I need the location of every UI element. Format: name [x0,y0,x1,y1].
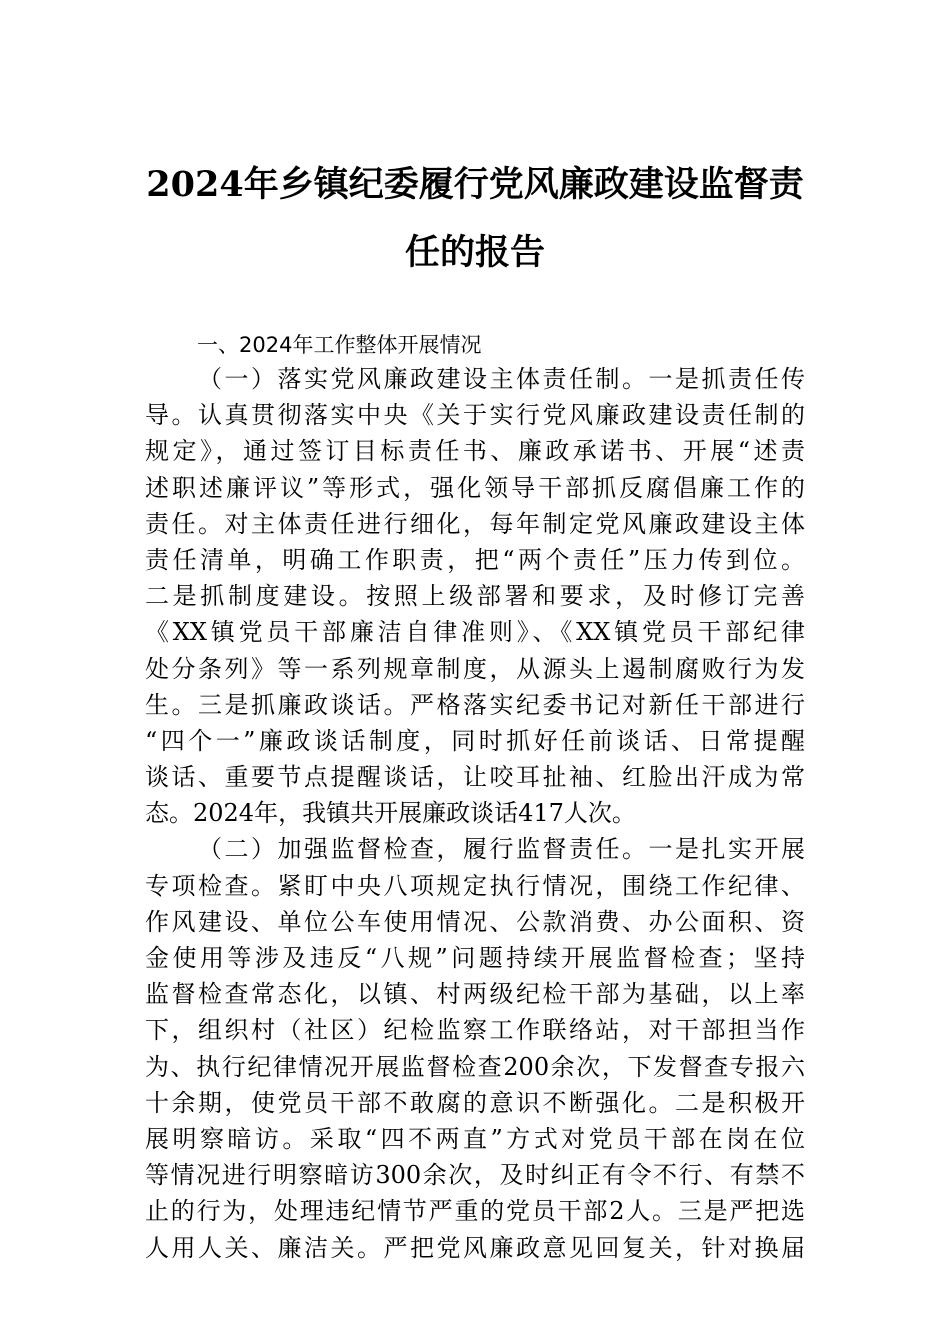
paragraph-line: 二是抓制度建设。按照上级部署和要求，及时修订完善 [145,582,805,611]
paragraph-line: 规定》，通过签订目标责任书、廉政承诺书、开展“述责 [145,437,805,466]
paragraph-line: 止的行为，处理违纪情节严重的党员干部2人。三是严把选 [145,1197,805,1226]
paragraph-line: 金使用等涉及违反“八规”问题持续开展监督检查；坚持 [145,944,805,972]
paragraph-line: 谈话、重要节点提醒谈话，让咬耳扯袖、红脸出汗成为常 [145,763,805,792]
paragraph-line: 态。2024年，我镇共开展廉政谈话417人次。 [145,799,636,828]
paragraph-line: 专项检查。紧盯中央八项规定执行情况，围绕工作纪律、 [145,871,805,900]
paragraph-line: 人用人关、廉洁关。严把党风廉政意见回复关，针对换届 [145,1233,805,1262]
paragraph-line: （一）落实党风廉政建设主体责任制。一是抓责任传 [198,365,805,393]
document-body [145,361,805,1266]
paragraph-line: 《XX镇党员干部廉洁自律准则》、《XX镇党员干部纪律 [145,618,805,647]
paragraph-line: “四个一”廉政谈话制度，同时抓好任前谈话、日常提醒 [145,726,805,755]
section-heading: 一、2024年工作整体开展情况 [197,333,482,357]
paragraph-line: 处分条列》等一系列规章制度，从源头上遏制腐败行为发 [145,654,805,683]
paragraph-line: （二）加强监督检查，履行监督责任。一是扎实开展 [198,835,805,864]
paragraph-line: 监督检查常态化，以镇、村两级纪检干部为基础，以上率 [145,980,805,1009]
paragraph-line: 十余期，使党员干部不敢腐的意识不断强化。二是积极开 [145,1088,805,1117]
paragraph-line: 导。认真贯彻落实中央《关于实行党风廉政建设责任制的 [145,401,805,430]
paragraph-line: 为、执行纪律情况开展监督检查200余次，下发督查专报六 [145,1052,805,1081]
document-title-line-2: 任的报告 [404,232,545,273]
paragraph-line: 等情况进行明察暗访300余次，及时纠正有令不行、有禁不 [145,1161,805,1190]
paragraph-line: 下，组织村（社区）纪检监察工作联络站，对干部担当作 [145,1016,805,1045]
paragraph-1 [145,361,805,831]
paragraph-2 [145,831,805,1265]
document-title-line-1: 2024年乡镇纪委履行党风廉政建设监督责 [146,164,804,205]
paragraph-line: 作风建设、单位公车使用情况、公款消费、办公面积、资 [145,907,805,936]
paragraph-line: 生。三是抓廉政谈话。严格落实纪委书记对新任干部进行 [145,690,805,719]
paragraph-line: 责任清单，明确工作职责，把“两个责任”压力传到位。 [145,545,805,574]
paragraph-line: 责任。对主体责任进行细化，每年制定党风廉政建设主体 [145,509,805,538]
paragraph-line: 述职述廉评议”等形式，强化领导干部抓反腐倡廉工作的 [145,473,805,502]
paragraph-line: 展明察暗访。采取“四不两直”方式对党员干部在岗在位 [145,1124,805,1153]
